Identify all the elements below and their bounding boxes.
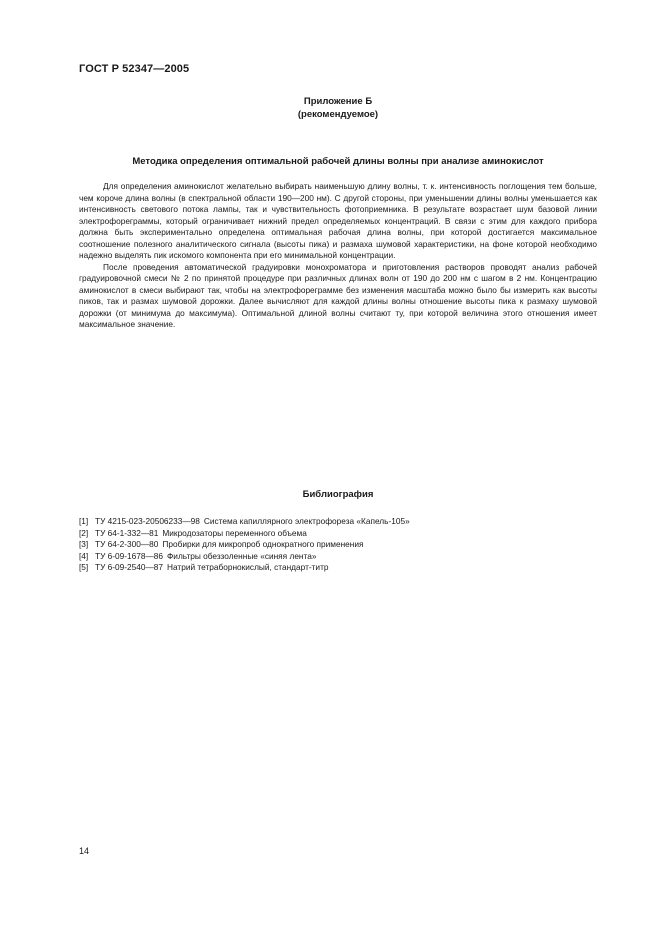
bibliography-text: Система капиллярного электрофореза «Капель-105» <box>203 516 410 526</box>
bibliography-list <box>79 516 597 574</box>
page-number: 14 <box>79 846 90 856</box>
bibliography-text: Пробирки для микропроб однократного применения <box>162 539 364 550</box>
standard-header: ГОСТ Р 52347—2005 <box>79 63 190 75</box>
bibliography-number: [1] <box>79 516 89 526</box>
bibliography-text: Натрий тетраборнокислый, стандарт-титр <box>167 562 329 573</box>
bibliography-item <box>79 539 597 551</box>
paragraph: После проведения автоматической градуировки монохроматора и приготовления растворов проводят анализ рабочей градуировочной смеси № 2 по принятой процедуре при различных длинах волн от 190 до 200 нм с шагом в 2 нм. Концентрацию аминокислот в смеси выбирают так, чтобы на электрофореграмме без изменения масштаба можно было бы измерить как высоты пиков, так и размах шумовой дорожки. Далее вычисляют для каждой длины волны отношение высоты пика к размаху шумовой дорожки (от минимума до максимума). Оптимальной длиной волны считают ту, при которой величина этого отношения имеет максимальное значение. <box>79 261 597 329</box>
bibliography-text: Микродозаторы переменного объема <box>162 527 307 538</box>
bibliography-ref: ТУ 6-09-1678—86 <box>95 550 163 561</box>
bibliography-text: Фильтры обеззоленные «синяя лента» <box>167 550 317 561</box>
bibliography-ref: ТУ 4215-023-20506233—98 <box>95 516 200 526</box>
bibliography-item <box>79 516 597 528</box>
bibliography-title: Библиография <box>302 489 374 500</box>
bibliography-ref: ТУ 64-1-332—81 <box>95 527 159 538</box>
bibliography-item <box>79 562 597 574</box>
bibliography-number: [4] <box>79 550 89 561</box>
bibliography-number: [5] <box>79 562 89 573</box>
appendix-status: (рекомендуемое) <box>297 109 379 120</box>
bibliography-number: [3] <box>79 539 89 550</box>
appendix-heading <box>79 95 597 121</box>
bibliography-item <box>79 528 597 540</box>
bibliography-item <box>79 551 597 563</box>
body-text <box>79 181 597 331</box>
appendix-label: Приложение Б <box>303 96 373 107</box>
bibliography-ref: ТУ 6-09-2540—87 <box>95 562 163 573</box>
bibliography-ref: ТУ 64-2-300—80 <box>95 539 159 550</box>
paragraph: Для определения аминокислот желательно выбирать наименьшую длину волны, т. к. интенсивность поглощения тем больше, чем короче длина волны (в спектральной области 190—200 нм). С другой стороны, при уменьшении длины волны уменьшается как интенсивность светового потока лампы, так и чувствительность фотоприемника. В результате возрастает шум базовой линии электрофореграммы, который ограничивает нижний предел определяемых концентраций. В связи с этим для каждого прибора должна быть экспериментально определена оптимальная рабочая длина волны, при которой достигается максимальное соотношение полезного аналитического сигнала (высоты пика) и размаха шумовой характеристики, на фоне которой необходимо надежно выделять пик искомого компонента при его минимальной концентрации. <box>79 181 597 260</box>
bibliography-number: [2] <box>79 527 89 538</box>
section-title: Методика определения оптимальной рабочей длины волны при анализе аминокислот <box>132 156 544 167</box>
